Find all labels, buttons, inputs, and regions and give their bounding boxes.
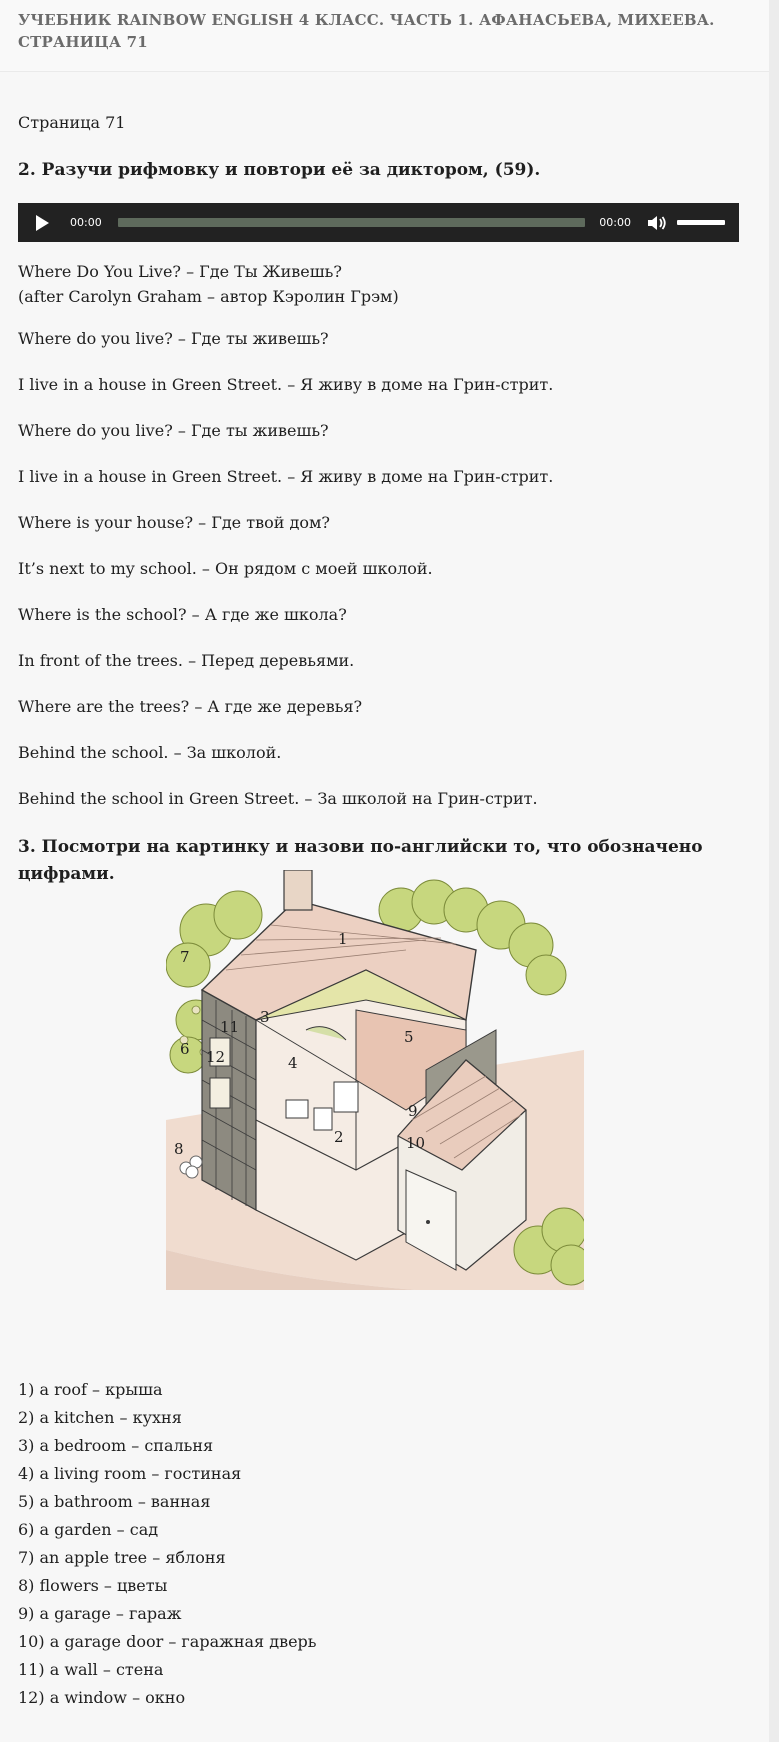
page-title	[18, 9, 751, 53]
label-7: 7	[180, 948, 190, 966]
vocab-item: 12) a window – окно	[18, 1688, 186, 1707]
vocab-item: 3) a bedroom – спальня	[18, 1436, 214, 1455]
poem-line: It’s next to my school. – Он рядом с моей школой.	[18, 559, 433, 578]
site-header	[0, 0, 769, 72]
vocab-item: 8) flowers – цветы	[18, 1576, 168, 1595]
label-1: 1	[338, 930, 348, 948]
label-6: 6	[180, 1040, 190, 1058]
poem-line: In front of the trees. – Перед деревьями.	[18, 651, 355, 670]
poem-line: I live in a house in Green Street. – Я живу в доме на Грин-стрит.	[18, 375, 554, 394]
vocab-item: 9) a garage – гараж	[18, 1604, 182, 1623]
poem-line: Where is the school? – А где же школа?	[18, 605, 347, 624]
label-8: 8	[174, 1140, 184, 1158]
audio-progress-bar[interactable]	[118, 218, 586, 227]
poem-line: Where do you live? – Где ты живешь?	[18, 421, 329, 440]
vocab-item: 2) a kitchen – кухня	[18, 1408, 182, 1427]
task-3-heading-line2: цифрами.	[18, 864, 115, 884]
label-5: 5	[404, 1028, 414, 1046]
label-9: 9	[408, 1102, 418, 1120]
poem-line: Where are the trees? – А где же деревья?	[18, 697, 363, 716]
poem-line: I live in a house in Green Street. – Я живу в доме на Грин-стрит.	[18, 467, 554, 486]
audio-player	[18, 203, 739, 242]
vocab-item: 11) a wall – стена	[18, 1660, 164, 1679]
house-illustration	[166, 870, 584, 1292]
label-3: 3	[260, 1008, 270, 1026]
page-label: Страница 71	[18, 113, 126, 132]
audio-current-time: 00:00	[70, 216, 102, 229]
vocab-item: 10) a garage door – гаражная дверь	[18, 1632, 317, 1651]
poem-line: Behind the school in Green Street. – За школой на Грин-стрит.	[18, 789, 538, 808]
play-button[interactable]	[36, 215, 49, 231]
vocab-item: 1) a roof – крыша	[18, 1380, 163, 1399]
vocab-item: 5) a bathroom – ванная	[18, 1492, 211, 1511]
label-2: 2	[334, 1128, 344, 1146]
volume-icon[interactable]	[647, 214, 667, 232]
vocab-item: 7) an apple tree – яблоня	[18, 1548, 226, 1567]
poem-line: Where do you live? – Где ты живешь?	[18, 329, 329, 348]
poem-author: (after Carolyn Graham – автор Кэролин Грэм)	[18, 287, 399, 306]
label-12: 12	[206, 1048, 226, 1066]
page-scrollbar[interactable]	[769, 0, 779, 1742]
label-11: 11	[220, 1018, 240, 1036]
vocab-item: 6) a garden – сад	[18, 1520, 159, 1539]
poem-title: Where Do You Live? – Где Ты Живешь?	[18, 262, 342, 281]
vocab-item: 4) a living room – гостиная	[18, 1464, 242, 1483]
volume-slider[interactable]	[677, 220, 725, 225]
poem-line: Behind the school. – За школой.	[18, 743, 282, 762]
task-2-heading: 2. Разучи рифмовку и повтори её за диктором, (59).	[18, 160, 541, 180]
label-4: 4	[288, 1054, 298, 1072]
page-title-line2: СТРАНИЦА 71	[18, 33, 148, 51]
audio-duration: 00:00	[599, 216, 631, 229]
task-3-heading-line1: 3. Посмотри на картинку и назови по-английски то, что обозначено	[18, 837, 703, 857]
poem-line: Where is your house? – Где твой дом?	[18, 513, 330, 532]
page-title-line1: УЧЕБНИК RAINBOW ENGLISH 4 КЛАСС. ЧАСТЬ 1. АФАНАСЬЕВА, МИХЕЕВА.	[18, 11, 715, 29]
label-10: 10	[406, 1134, 426, 1152]
